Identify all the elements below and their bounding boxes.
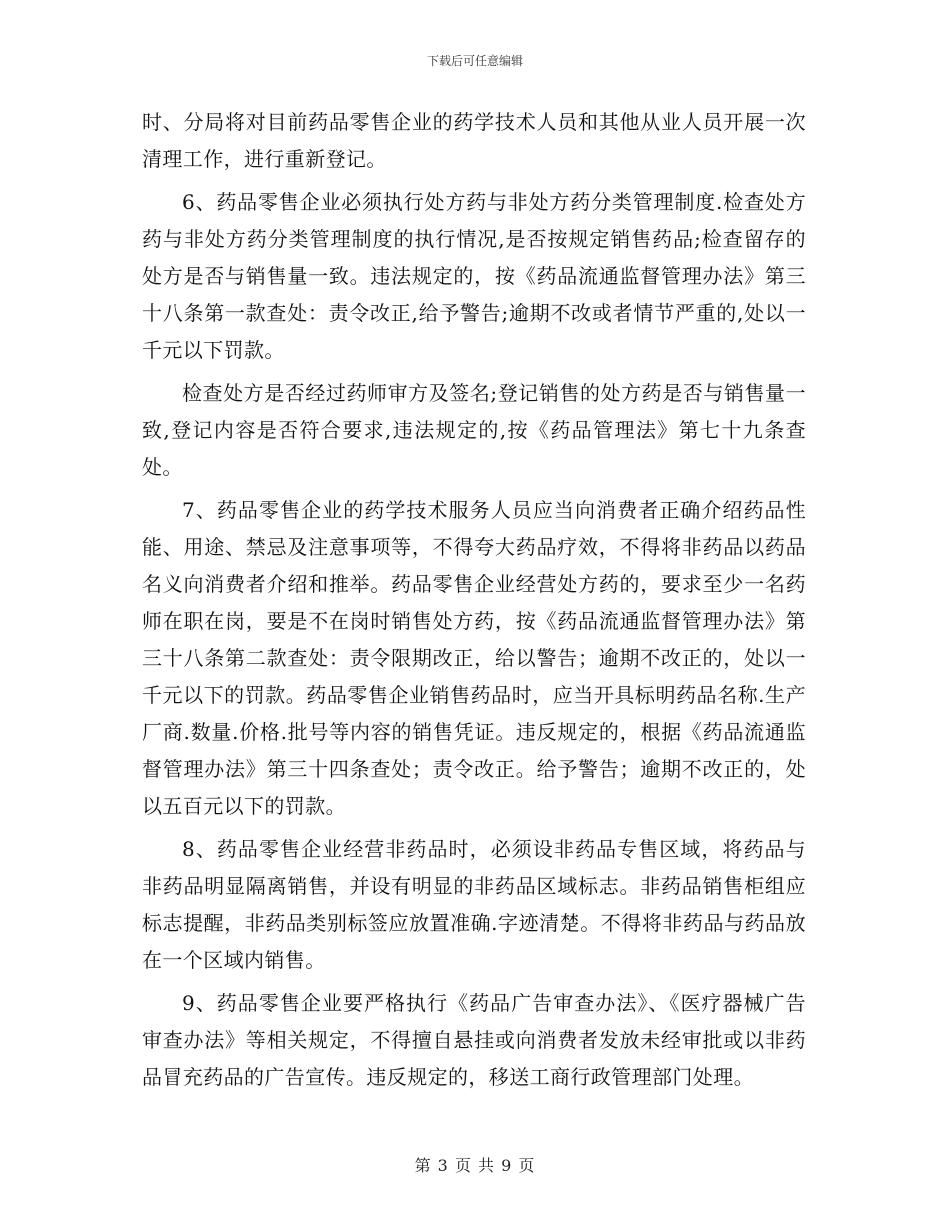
page-header: 下载后可任意编辑 [426,54,523,68]
paragraph-item-9: 9、药品零售企业要严格执行《药品广告审查办法》、《医疗器械广告审查办法》等相关规定，不得擅自悬挂或向消费者发放未经审批或以非药品冒充药品的广告宣传。违反规定的，移送工商行政管理部门处理。 [142,991,806,1089]
document-body [142,104,806,1102]
paragraph-item-6: 6、药品零售企业必须执行处方药与非处方药分类管理制度.检查处方药与非处方药分类管理制度的执行情况,是否按规定销售药品;检查留存的处方是否与销售量一致。违法规定的，按《药品流通监督管理办法》第三十八条第一款查处：责令改正,给予警告;逾期不改或者情节严重的,处以一千元以下罚款。 [142,190,806,362]
paragraph-item-7: 7、药品零售企业的药学技术服务人员应当向消费者正确介绍药品性能、用途、禁忌及注意事项等，不得夸大药品疗效，不得将非药品以药品名义向消费者介绍和推举。药品零售企业经营处方药的，要求至少一名药师在职在岗，要是不在岗时销售处方药，按《药品流通监督管理办法》第三十八条第二款查处：责令限期改正，给以警告；逾期不改正的，处以一千元以下的罚款。药品零售企业销售药品时，应当开具标明药品名称.生产厂商.数量.价格.批号等内容的销售凭证。违反规定的，根据《药品流通监督管理办法》第三十四条查处；责令改正。给予警告；逾期不改正的，处以五百元以下的罚款。 [142,498,806,818]
paragraph-item-8: 8、药品零售企业经营非药品时，必须设非药品专售区域，将药品与非药品明显隔离销售，并设有明显的非药品区域标志。非药品销售柜组应标志提醒，非药品类别标签应放置准确.字迹清楚。不得将非药品与药品放在一个区域内销售。 [142,837,806,972]
paragraph-continuation: 时、分局将对目前药品零售企业的药学技术人员和其他从业人员开展一次清理工作，进行重新登记。 [142,110,806,171]
paragraph-prescription-check: 检查处方是否经过药师审方及签名;登记销售的处方药是否与销售量一致,登记内容是否符合要求,违法规定的,按《药品管理法》第七十九条查处。 [142,381,806,479]
page-footer: 第 3 页 共 9 页 [414,1156,536,1175]
